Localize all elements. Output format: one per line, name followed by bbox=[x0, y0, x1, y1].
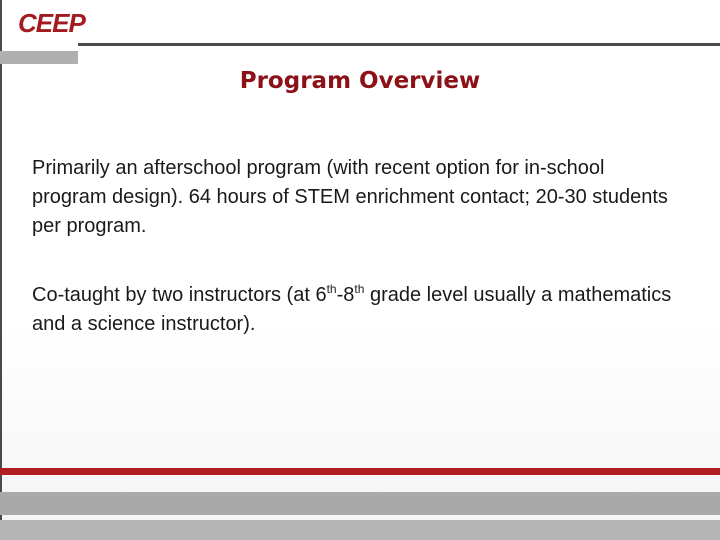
header-divider bbox=[78, 43, 720, 46]
ceep-logo: CEEP bbox=[18, 8, 85, 38]
slide-title: Program Overview bbox=[239, 68, 481, 94]
superscript-th: th bbox=[354, 282, 365, 296]
paragraph-program-format: Primarily an afterschool program (with recent option for in-school program design). 64 hours of STEM enrichment contact; 20-30 students per program. bbox=[32, 157, 668, 237]
paragraph-instructors-part3: grade level usually a mathematics and a science instructor). bbox=[32, 284, 672, 335]
footer-red-bar bbox=[0, 468, 720, 475]
paragraph-instructors-part2: -8 bbox=[336, 284, 355, 306]
header-accent-bar bbox=[0, 51, 78, 64]
superscript-th: th bbox=[326, 282, 337, 296]
footer-gray-bar-lower bbox=[0, 520, 720, 540]
footer-gray-bar bbox=[0, 492, 720, 515]
paragraph-instructors-part1: Co-taught by two instructors (at 6 bbox=[32, 284, 327, 306]
paragraph-instructors bbox=[32, 281, 672, 339]
